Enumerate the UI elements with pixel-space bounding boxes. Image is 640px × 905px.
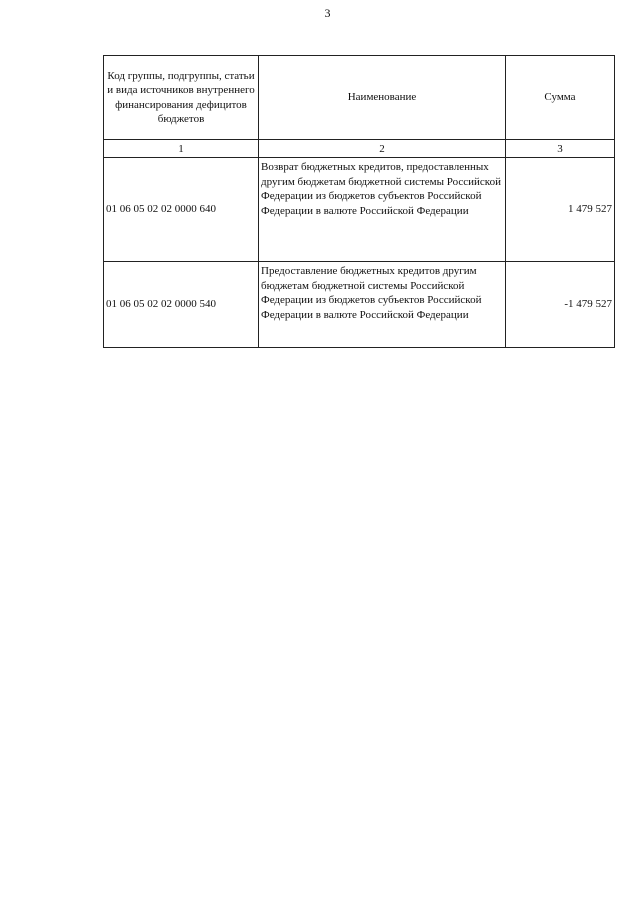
row-code: 01 06 05 02 02 0000 640 — [104, 158, 259, 262]
column-number: 2 — [259, 140, 506, 158]
table-header-row — [104, 56, 615, 140]
sources-table — [103, 55, 615, 348]
row-name: Предоставление бюджетных кредитов другим бюджетам бюджетной системы Российской Федерации из бюджетов субъектов Российской Федерации в валюте Российской Федерации — [259, 262, 506, 348]
row-name: Возврат бюджетных кредитов, предоставленных другим бюджетам бюджетной системы Российской Федерации из бюджетов субъектов Российской Федерации в валюте Российской Федерации — [259, 158, 506, 262]
table-row — [104, 262, 615, 348]
header-name: Наименование — [259, 56, 506, 140]
row-amount: -1 479 527 — [506, 262, 615, 348]
header-code: Код группы, подгруппы, статьи и вида источников внутреннего финансирования дефицитов бюджетов — [104, 56, 259, 140]
column-number: 3 — [506, 140, 615, 158]
page-number: 3 — [324, 6, 331, 20]
header-amount: Сумма — [506, 56, 615, 140]
row-amount: 1 479 527 — [506, 158, 615, 262]
table-row — [104, 158, 615, 262]
row-code: 01 06 05 02 02 0000 540 — [104, 262, 259, 348]
column-number: 1 — [104, 140, 259, 158]
column-number-row — [104, 140, 615, 158]
